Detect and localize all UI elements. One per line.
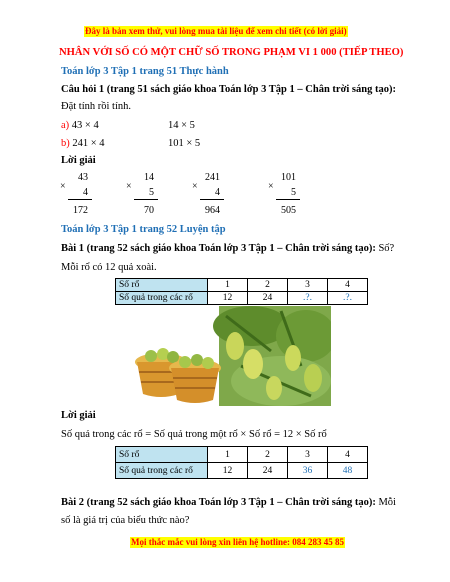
bottom-banner: Mọi thắc mắc vui lòng xin liên hệ hotline: 084 283 45 85: [131, 537, 345, 547]
calc-4-operator: ×: [268, 181, 274, 192]
table-cell: 1: [208, 279, 248, 292]
table-row: [116, 279, 368, 292]
item-a-expr1: 43 × 4: [71, 120, 99, 131]
table-exercise: [115, 278, 368, 305]
table-cell: 4: [328, 447, 368, 463]
calc-2-operator: ×: [126, 181, 132, 192]
calc-4-operand-a: 101: [281, 172, 296, 183]
table-cell-answer: 36: [288, 463, 328, 479]
table-cell: 4: [328, 279, 368, 292]
question-1-title: Câu hỏi 1 (trang 51 sách giáo khoa Toán lớp 3 Tập 1 – Chân trời sáng tạo):: [61, 84, 396, 95]
item-a: [61, 120, 99, 131]
table-row: [116, 292, 368, 305]
question-3-title: Bài 2 (trang 52 sách giáo khoa Toán lớp 3 Tập 1 – Chân trời sáng tạo):: [61, 497, 376, 508]
solution-label-1: Lời giải: [61, 155, 96, 166]
question-2-rest: Số?: [375, 243, 395, 254]
item-a-label: a): [61, 120, 70, 131]
calc-3-operator: ×: [192, 181, 198, 192]
question-2: [61, 243, 394, 254]
calc-3-line: [200, 199, 224, 200]
table-cell: 24: [248, 463, 288, 479]
section-heading-practice: Toán lớp 3 Tập 1 trang 51 Thực hành: [61, 66, 229, 77]
table-row: [116, 447, 368, 463]
mango-illustration: [131, 306, 331, 406]
item-b-expr2: 101 × 5: [168, 138, 201, 149]
calc-1-result: 172: [73, 205, 88, 216]
item-b-label: b): [61, 138, 70, 149]
table-row: [116, 463, 368, 479]
calc-2-operand-a: 14: [144, 172, 154, 183]
table-cell-blank: .?.: [328, 292, 368, 305]
question-3-rest: Mỗi: [375, 497, 396, 508]
table-solution: [115, 446, 368, 479]
calc-1-operand-a: 43: [78, 172, 88, 183]
calc-4-operand-b: 5: [291, 187, 296, 198]
calc-3-result: 964: [205, 205, 220, 216]
question-3-cont: số là giá trị của biểu thức nào?: [61, 515, 190, 526]
question-2-title: Bài 1 (trang 52 sách giáo khoa Toán lớp 3 Tập 1 – Chân trời sáng tạo):: [61, 243, 376, 254]
table-cell-blank: .?.: [288, 292, 328, 305]
solution-formula: Số quả trong các rổ = Số quả trong một rổ × Số rổ = 12 × Số rổ: [61, 429, 327, 440]
calc-2-operand-b: 5: [149, 187, 154, 198]
table-head-baskets: Số rổ: [116, 447, 208, 463]
question-2-text: Mỗi rổ có 12 quả xoài.: [61, 262, 157, 273]
page-title: NHÂN VỚI SỐ CÓ MỘT CHỮ SỐ TRONG PHẠM VI 1 000 (TIẾP THEO): [59, 47, 404, 58]
top-banner: Đây là bản xem thử, vui lòng mua tài liệu để xem chi tiết (có lời giải): [85, 26, 347, 36]
mango-tree-and-baskets-image: [131, 306, 331, 406]
table-cell: 1: [208, 447, 248, 463]
calc-2: [126, 172, 166, 222]
table-cell: 12: [208, 463, 248, 479]
calc-4-result: 505: [281, 205, 296, 216]
calc-4: [268, 172, 308, 222]
table-head-baskets: Số rổ: [116, 279, 208, 292]
item-b: [61, 138, 105, 149]
table-cell-answer: 48: [328, 463, 368, 479]
solution-label-2: Lời giải: [61, 410, 96, 421]
calc-3-operand-a: 241: [205, 172, 220, 183]
calc-1-line: [68, 199, 92, 200]
table-cell: 2: [248, 279, 288, 292]
question-3: [61, 497, 396, 508]
table-head-fruits: Số quả trong các rổ: [116, 463, 208, 479]
item-a-expr2: 14 × 5: [168, 120, 195, 131]
table-cell: 2: [248, 447, 288, 463]
calc-2-result: 70: [144, 205, 154, 216]
question-1-instruction: Đặt tính rồi tính.: [61, 101, 131, 112]
calc-4-line: [276, 199, 300, 200]
calc-1-operand-b: 4: [83, 187, 88, 198]
table-cell: 12: [208, 292, 248, 305]
item-b-expr1: 241 × 4: [72, 138, 105, 149]
section-heading-exercise: Toán lớp 3 Tập 1 trang 52 Luyện tập: [61, 224, 226, 235]
question-1: [61, 84, 396, 95]
calc-2-line: [134, 199, 158, 200]
calc-3-operand-b: 4: [215, 187, 220, 198]
calc-1-operator: ×: [60, 181, 66, 192]
calc-3: [192, 172, 232, 222]
table-cell: 3: [288, 279, 328, 292]
table-head-fruits: Số quả trong các rổ: [116, 292, 208, 305]
table-cell: 24: [248, 292, 288, 305]
calc-1: [60, 172, 100, 222]
table-cell: 3: [288, 447, 328, 463]
